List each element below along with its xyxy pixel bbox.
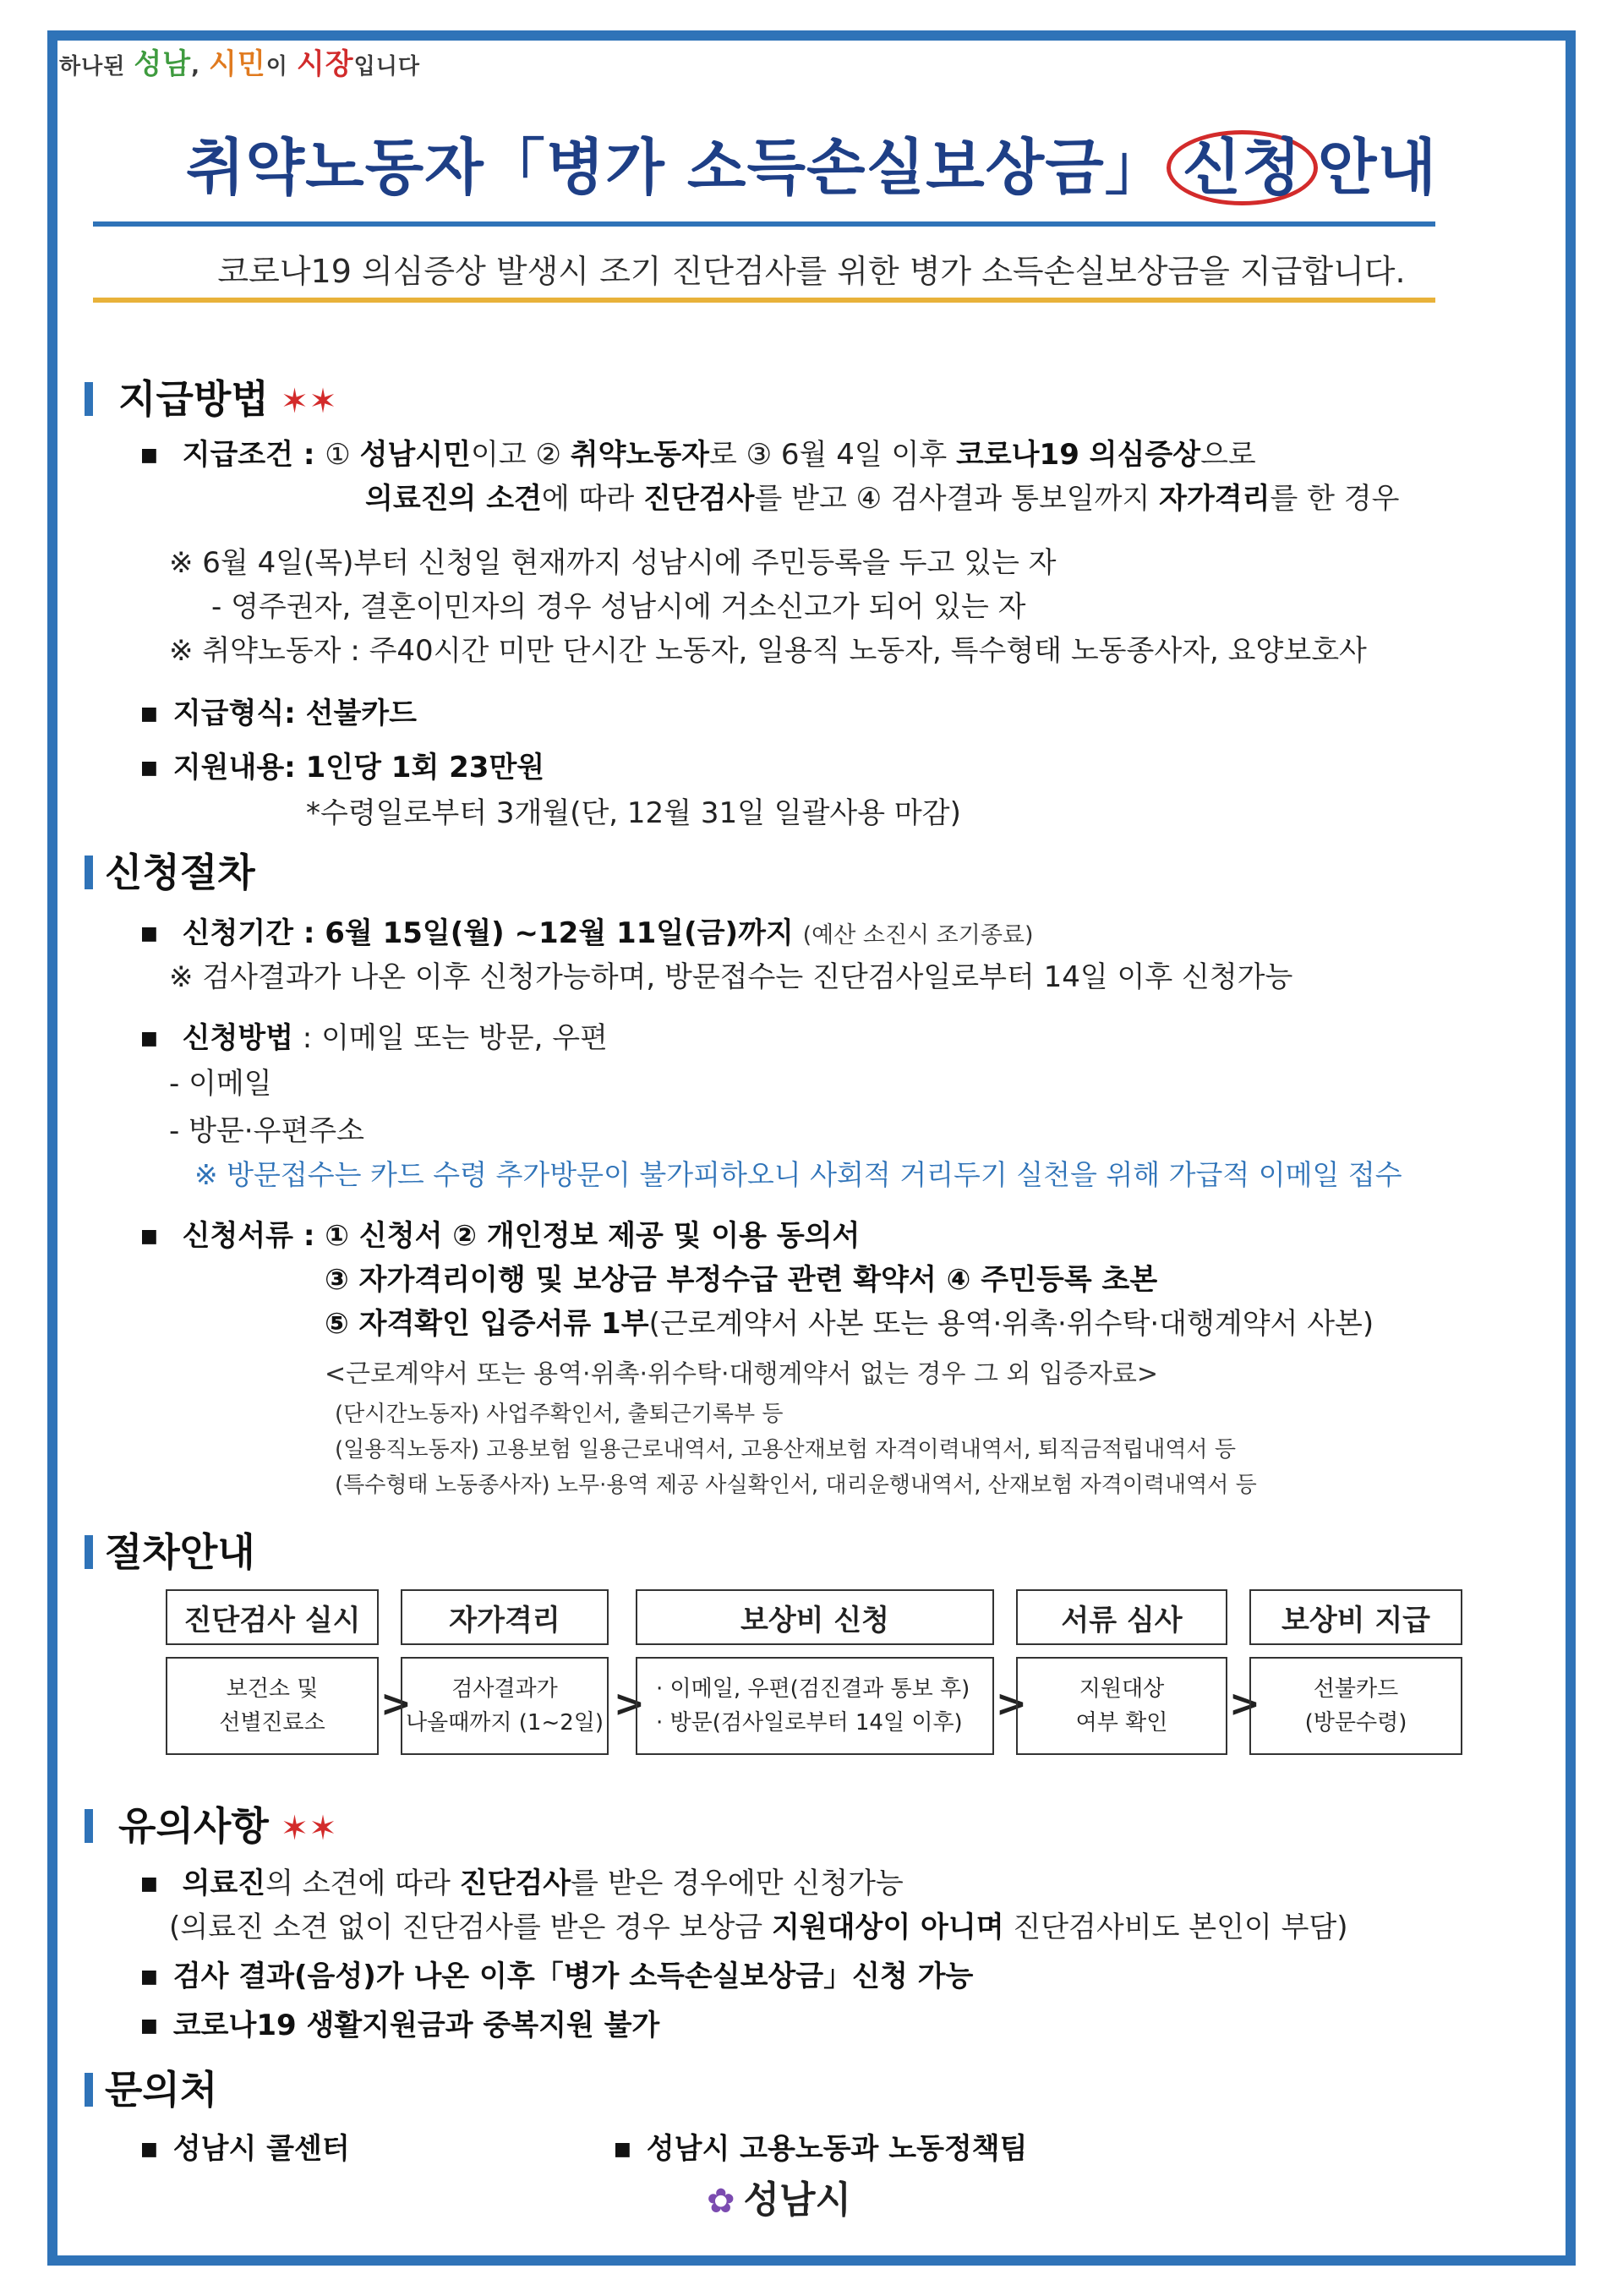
section-heading-contact: 문의처 — [85, 2059, 217, 2115]
circled-apply-word: 신청 — [1167, 130, 1318, 205]
method-visit-mail: - 방문·우편주소 — [169, 1114, 364, 1148]
section-heading-notice: 유의사항 ✶✶ — [85, 1796, 337, 1851]
seongnam-logo: ✿ 성남시 — [707, 2178, 852, 2222]
step4-body: 지원대상 여부 확인 — [1016, 1657, 1227, 1755]
notice-line1: ■ 의료진의 소견에 따라 진단검사를 받은 경우에만 신청가능 — [140, 1860, 904, 1901]
proof-special: (특수형태 노동종사자) 노무·용역 제공 사실확인서, 대리운행내역서, 산재보험 자격이력내역서 등 — [335, 1473, 1257, 1498]
vulnerable-worker-note: ※ 취약노동자 : 주40시간 미만 단시간 노동자, 일용직 노동자, 특수형태 노동종사자, 요양보호사 — [169, 634, 1367, 668]
title-divider — [93, 221, 1435, 227]
payment-condition-line2: 의료진의 소견에 따라 진단검사를 받고 ④ 검사결과 통보일까지 자가격리를 한 경우 — [365, 482, 1400, 516]
section-heading-payment: 지급방법 ✶✶ — [85, 369, 337, 424]
application-docs-line2: ③ 자가격리이행 및 보상금 부정수급 관련 확약서 ④ 주민등록 초본 — [325, 1263, 1158, 1297]
stars-icon: ✶✶ — [280, 382, 337, 421]
step-arrow-1: > — [380, 1682, 412, 1725]
section-heading-procedure: 신청절차 — [85, 842, 255, 898]
page-subtitle: 코로나19 의심증상 발생시 조기 진단검사를 위한 병가 소득손실보상금을 지급합니다. — [217, 253, 1406, 290]
application-method: ■ 신청방법 : 이메일 또는 방문, 우편 — [140, 1014, 608, 1056]
payment-form: ■ 지급형식: 선불카드 — [140, 690, 417, 731]
proof-part-time: (단시간노동자) 사업주확인서, 출퇴근기록부 등 — [335, 1402, 784, 1427]
step5-head: 보상비 지급 — [1249, 1589, 1462, 1645]
step4-head: 서류 심사 — [1016, 1589, 1227, 1645]
contact-call-center: ■ 성남시 콜센터 — [140, 2125, 350, 2167]
step-arrow-3: > — [996, 1682, 1027, 1725]
step1-body: 보건소 및 선별진료소 — [166, 1657, 379, 1755]
contact-labor-team: ■ 성남시 고용노동과 노동정책팀 — [614, 2125, 1027, 2167]
step-arrow-4: > — [1229, 1682, 1260, 1725]
step3-body: · 이메일, 우편(검진결과 통보 후) · 방문(검사일로부터 14일 이후) — [636, 1657, 994, 1755]
step5-body: 선불카드 (방문수령) — [1249, 1657, 1462, 1755]
step1-head: 진단검사 실시 — [166, 1589, 379, 1645]
notice-line3: ■ 검사 결과(음성)가 나온 이후「병가 소득손실보상금」신청 가능 — [140, 1953, 973, 1994]
method-note: ※ 방문접수는 카드 수령 추가방문이 불가피하오니 사회적 거리두기 실천을 위해 가급적 이메일 접수 — [194, 1158, 1402, 1191]
step3-head: 보상비 신청 — [636, 1589, 994, 1645]
application-docs-line1: ■ 신청서류 : ① 신청서 ② 개인정보 제공 및 이용 동의서 — [140, 1212, 860, 1254]
step2-body: 검사결과가 나올때까지 (1~2일) — [401, 1657, 609, 1755]
section-heading-process: 절차안내 — [85, 1522, 255, 1577]
step2-head: 자가격리 — [401, 1589, 609, 1645]
payment-content-note: *수령일로부터 3개월(단, 12월 31일 일괄사용 마감) — [306, 796, 961, 830]
page-title: 취약노동자「병가 소득손실보상금」 신청 안내 — [0, 118, 1623, 206]
stars-icon: ✶✶ — [280, 1809, 337, 1848]
payment-condition-line1: ■ 지급조건 : ① 성남시민이고 ② 취약노동자로 ③ 6월 4일 이후 코로나19 의심증상으로 — [140, 431, 1256, 473]
notice-line4: ■ 코로나19 생활지원금과 중복지원 불가 — [140, 2002, 659, 2043]
subtitle-divider — [93, 298, 1435, 303]
payment-content: ■ 지원내용: 1인당 1회 23만원 — [140, 744, 544, 785]
alt-proof-heading: <근로계약서 또는 용역·위촉·위수탁·대행계약서 없는 경우 그 외 입증자료> — [325, 1359, 1159, 1389]
method-email: - 이메일 — [169, 1067, 272, 1101]
application-docs-line3: ⑤ 자격확인 입증서류 1부(근로계약서 사본 또는 용역·위촉·위수탁·대행계약서 사본) — [325, 1307, 1374, 1341]
seongnam-city-emblem-icon: ✿ — [707, 2182, 735, 2221]
residency-subnote: - 영주권자, 결혼이민자의 경우 성남시에 거소신고가 되어 있는 자 — [211, 590, 1026, 624]
application-period: ■ 신청기간 : 6월 15일(월) ~12월 11일(금)까지 (예산 소진시 조기종료) — [140, 910, 1034, 951]
residency-note: ※ 6월 4일(목)부터 신청일 현재까지 성남시에 주민등록을 두고 있는 자 — [169, 546, 1057, 580]
step-arrow-2: > — [614, 1682, 645, 1725]
notice-line2: (의료진 소견 없이 진단검사를 받은 경우 보상금 지원대상이 아니며 진단검사비도 본인이 부담) — [169, 1911, 1348, 1944]
city-slogan: 하나된 성남, 시민이 시장입니다 — [59, 47, 420, 81]
proof-daily: (일용직노동자) 고용보험 일용근로내역서, 고용산재보험 자격이력내역서, 퇴직금적립내역서 등 — [335, 1437, 1236, 1462]
application-period-note: ※ 검사결과가 나온 이후 신청가능하며, 방문접수는 진단검사일로부터 14일 이후 신청가능 — [169, 960, 1293, 994]
